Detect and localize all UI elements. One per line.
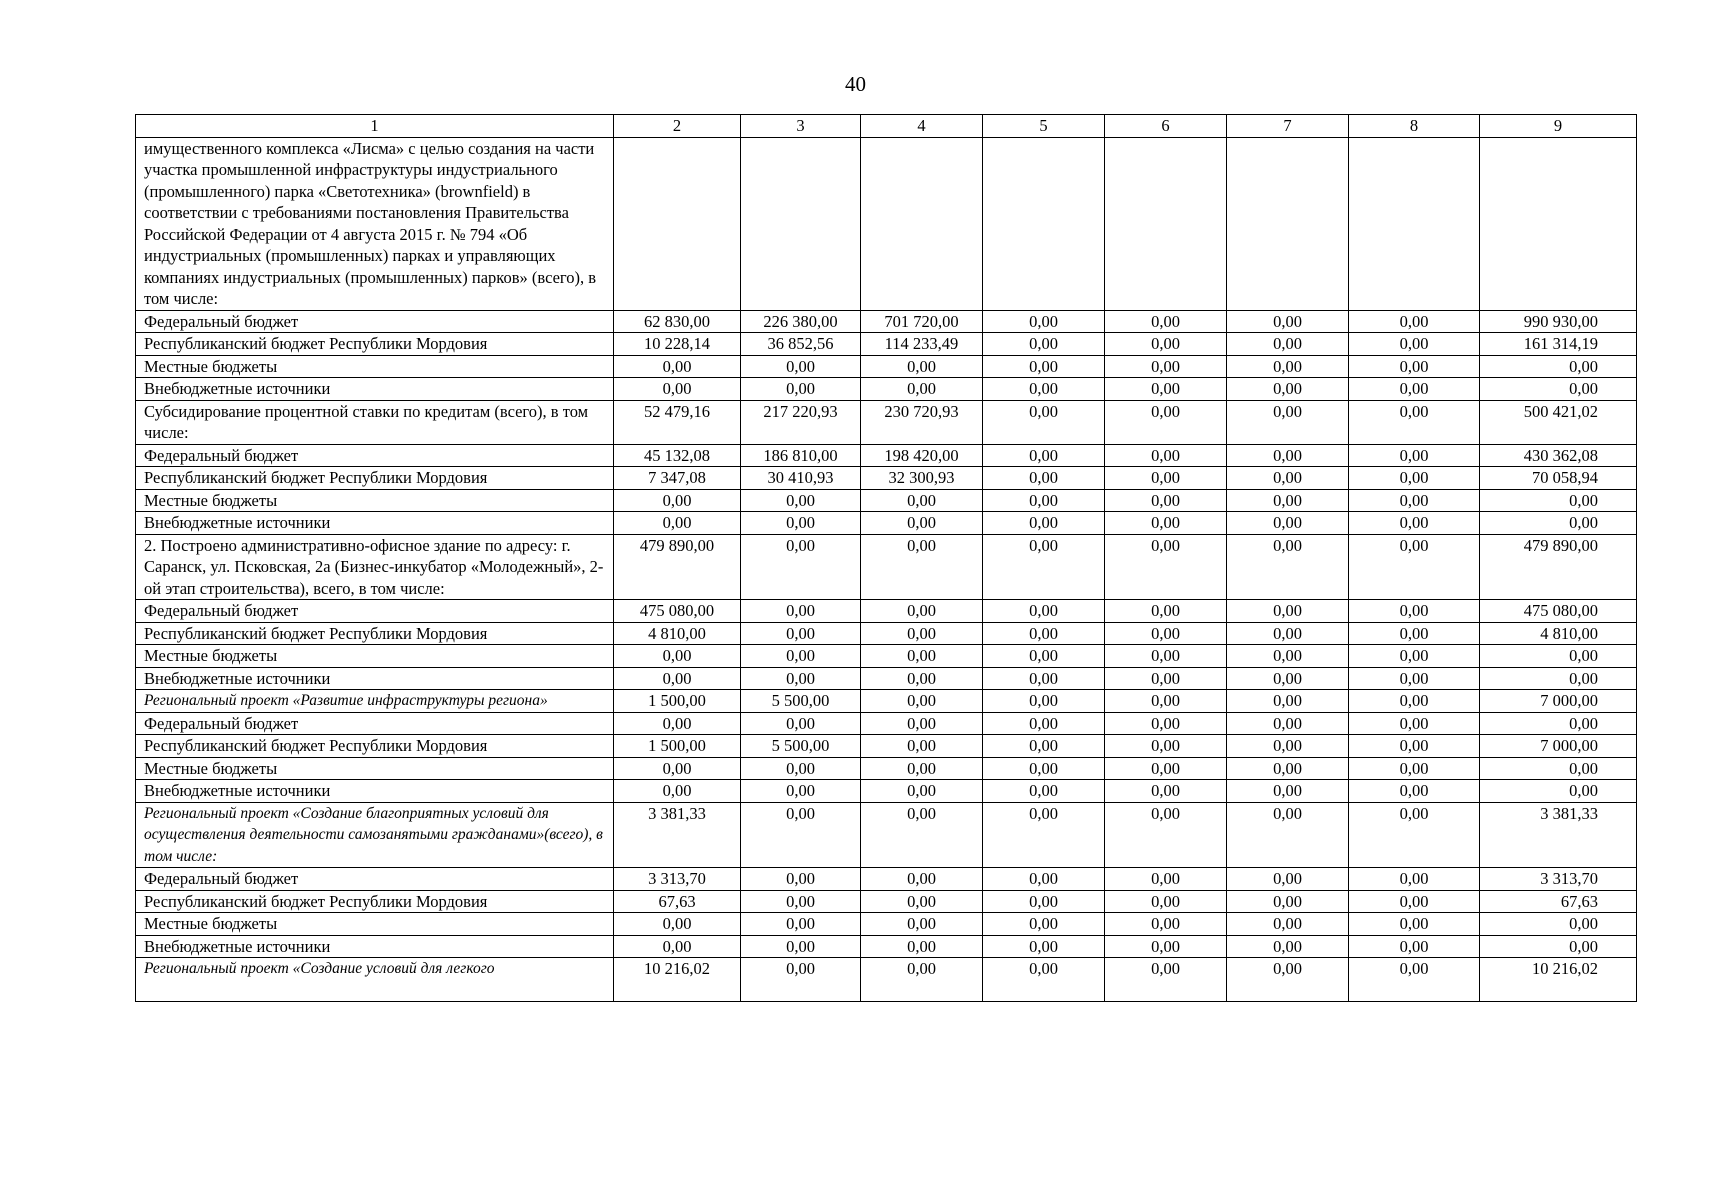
value-cell-col-8: 0,00 (1349, 512, 1480, 535)
value-cell-col-3: 0,00 (741, 489, 861, 512)
value-cell-col-9 (1480, 137, 1637, 310)
value-cell-col-6: 0,00 (1105, 667, 1227, 690)
value-cell-col-8: 0,00 (1349, 489, 1480, 512)
value-cell-col-2: 0,00 (614, 378, 741, 401)
value-cell-col-9: 10 216,02 (1480, 958, 1637, 1002)
value-cell-col-9: 0,00 (1480, 757, 1637, 780)
value-cell-col-3: 0,00 (741, 534, 861, 600)
value-cell-col-4: 0,00 (861, 690, 983, 713)
value-cell-col-8: 0,00 (1349, 780, 1480, 803)
value-cell-col-2: 1 500,00 (614, 690, 741, 713)
value-cell-col-5: 0,00 (983, 622, 1105, 645)
value-cell-col-3: 0,00 (741, 712, 861, 735)
value-cell-col-4: 0,00 (861, 935, 983, 958)
column-header: 2 (614, 115, 741, 138)
value-cell-col-8: 0,00 (1349, 333, 1480, 356)
row-label: Региональный проект «Создание благоприятных условий для осуществления деятельности самозанятыми гражданами»(всего), в том числе: (136, 802, 614, 868)
value-cell-col-4: 0,00 (861, 780, 983, 803)
value-cell-col-6: 0,00 (1105, 712, 1227, 735)
value-cell-col-5: 0,00 (983, 712, 1105, 735)
value-cell-col-9: 0,00 (1480, 667, 1637, 690)
value-cell-col-4: 0,00 (861, 913, 983, 936)
value-cell-col-3: 186 810,00 (741, 444, 861, 467)
value-cell-col-7: 0,00 (1227, 690, 1349, 713)
value-cell-col-5 (983, 137, 1105, 310)
value-cell-col-3: 36 852,56 (741, 333, 861, 356)
value-cell-col-2: 479 890,00 (614, 534, 741, 600)
value-cell-col-5: 0,00 (983, 333, 1105, 356)
value-cell-col-9: 3 313,70 (1480, 868, 1637, 891)
value-cell-col-4: 114 233,49 (861, 333, 983, 356)
value-cell-col-3: 0,00 (741, 622, 861, 645)
value-cell-col-4: 0,00 (861, 534, 983, 600)
value-cell-col-4: 0,00 (861, 958, 983, 1002)
table-row (136, 868, 1637, 891)
value-cell-col-6: 0,00 (1105, 600, 1227, 623)
row-label: Региональный проект «Развитие инфраструктуры региона» (136, 690, 614, 713)
value-cell-col-8: 0,00 (1349, 667, 1480, 690)
row-label: Республиканский бюджет Республики Мордовия (136, 890, 614, 913)
value-cell-col-5: 0,00 (983, 802, 1105, 868)
value-cell-col-5: 0,00 (983, 400, 1105, 444)
value-cell-col-8: 0,00 (1349, 600, 1480, 623)
value-cell-col-5: 0,00 (983, 444, 1105, 467)
value-cell-col-6: 0,00 (1105, 444, 1227, 467)
value-cell-col-6: 0,00 (1105, 534, 1227, 600)
value-cell-col-8: 0,00 (1349, 935, 1480, 958)
value-cell-col-5: 0,00 (983, 378, 1105, 401)
value-cell-col-2: 0,00 (614, 780, 741, 803)
value-cell-col-9: 430 362,08 (1480, 444, 1637, 467)
table-body (136, 137, 1637, 1002)
value-cell-col-7: 0,00 (1227, 333, 1349, 356)
value-cell-col-3: 0,00 (741, 802, 861, 868)
value-cell-col-3: 0,00 (741, 780, 861, 803)
value-cell-col-5: 0,00 (983, 935, 1105, 958)
value-cell-col-4: 0,00 (861, 645, 983, 668)
value-cell-col-8: 0,00 (1349, 310, 1480, 333)
value-cell-col-7: 0,00 (1227, 467, 1349, 490)
table-row (136, 712, 1637, 735)
value-cell-col-7 (1227, 137, 1349, 310)
value-cell-col-4: 230 720,93 (861, 400, 983, 444)
value-cell-col-8: 0,00 (1349, 712, 1480, 735)
row-label: Региональный проект «Создание условий для легкого (136, 958, 614, 1002)
value-cell-col-5: 0,00 (983, 489, 1105, 512)
value-cell-col-8: 0,00 (1349, 355, 1480, 378)
value-cell-col-3: 0,00 (741, 378, 861, 401)
value-cell-col-2: 67,63 (614, 890, 741, 913)
table-row (136, 378, 1637, 401)
value-cell-col-3: 0,00 (741, 935, 861, 958)
value-cell-col-7: 0,00 (1227, 489, 1349, 512)
value-cell-col-9: 0,00 (1480, 712, 1637, 735)
value-cell-col-6: 0,00 (1105, 690, 1227, 713)
value-cell-col-5: 0,00 (983, 913, 1105, 936)
row-label: Местные бюджеты (136, 489, 614, 512)
value-cell-col-2: 3 381,33 (614, 802, 741, 868)
value-cell-col-2: 475 080,00 (614, 600, 741, 623)
value-cell-col-2: 0,00 (614, 712, 741, 735)
value-cell-col-9: 67,63 (1480, 890, 1637, 913)
table-row (136, 757, 1637, 780)
row-label: Республиканский бюджет Республики Мордовия (136, 333, 614, 356)
value-cell-col-9: 475 080,00 (1480, 600, 1637, 623)
row-label: Местные бюджеты (136, 757, 614, 780)
value-cell-col-6: 0,00 (1105, 913, 1227, 936)
value-cell-col-6: 0,00 (1105, 645, 1227, 668)
value-cell-col-6: 0,00 (1105, 489, 1227, 512)
row-label: Субсидирование процентной ставки по кредитам (всего), в том числе: (136, 400, 614, 444)
value-cell-col-4: 0,00 (861, 712, 983, 735)
value-cell-col-9: 0,00 (1480, 489, 1637, 512)
row-label: Федеральный бюджет (136, 600, 614, 623)
row-label: имущественного комплекса «Лисма» с целью создания на части участка промышленной инфраструктуры индустриального (промышленного) парка «Светотехника» (brownfield) в соответствии с требованиями постановления Правительства Российской Федерации от 4 августа 2015 г. № 794 «Об индустриальных (промышленных) парках и управляющих компаниях индустриальных (промышленных) парков» (всего), в том числе: (136, 137, 614, 310)
value-cell-col-4: 198 420,00 (861, 444, 983, 467)
value-cell-col-6: 0,00 (1105, 868, 1227, 891)
value-cell-col-3: 217 220,93 (741, 400, 861, 444)
table-row (136, 890, 1637, 913)
value-cell-col-7: 0,00 (1227, 712, 1349, 735)
value-cell-col-3 (741, 137, 861, 310)
value-cell-col-8: 0,00 (1349, 444, 1480, 467)
value-cell-col-9: 3 381,33 (1480, 802, 1637, 868)
value-cell-col-2: 10 228,14 (614, 333, 741, 356)
table-row (136, 467, 1637, 490)
value-cell-col-5: 0,00 (983, 534, 1105, 600)
value-cell-col-9: 0,00 (1480, 935, 1637, 958)
table-row (136, 913, 1637, 936)
table-row (136, 444, 1637, 467)
value-cell-col-9: 0,00 (1480, 780, 1637, 803)
value-cell-col-2: 7 347,08 (614, 467, 741, 490)
column-header: 7 (1227, 115, 1349, 138)
value-cell-col-8: 0,00 (1349, 534, 1480, 600)
column-header: 8 (1349, 115, 1480, 138)
value-cell-col-6: 0,00 (1105, 890, 1227, 913)
table-row (136, 935, 1637, 958)
value-cell-col-9: 479 890,00 (1480, 534, 1637, 600)
value-cell-col-6: 0,00 (1105, 935, 1227, 958)
table-row (136, 802, 1637, 868)
value-cell-col-7: 0,00 (1227, 667, 1349, 690)
value-cell-col-6: 0,00 (1105, 735, 1227, 758)
value-cell-col-7: 0,00 (1227, 400, 1349, 444)
value-cell-col-8 (1349, 137, 1480, 310)
row-label: Федеральный бюджет (136, 868, 614, 891)
value-cell-col-9: 500 421,02 (1480, 400, 1637, 444)
column-header: 1 (136, 115, 614, 138)
value-cell-col-2: 0,00 (614, 757, 741, 780)
value-cell-col-3: 30 410,93 (741, 467, 861, 490)
value-cell-col-6: 0,00 (1105, 512, 1227, 535)
value-cell-col-5: 0,00 (983, 310, 1105, 333)
value-cell-col-6: 0,00 (1105, 355, 1227, 378)
value-cell-col-7: 0,00 (1227, 645, 1349, 668)
value-cell-col-7: 0,00 (1227, 802, 1349, 868)
value-cell-col-9: 0,00 (1480, 512, 1637, 535)
value-cell-col-4: 0,00 (861, 600, 983, 623)
value-cell-col-6: 0,00 (1105, 757, 1227, 780)
value-cell-col-6: 0,00 (1105, 780, 1227, 803)
value-cell-col-2: 1 500,00 (614, 735, 741, 758)
column-header: 3 (741, 115, 861, 138)
header-row (136, 115, 1637, 138)
value-cell-col-4: 0,00 (861, 489, 983, 512)
table-row (136, 355, 1637, 378)
row-label: Федеральный бюджет (136, 712, 614, 735)
column-header: 9 (1480, 115, 1637, 138)
value-cell-col-7: 0,00 (1227, 868, 1349, 891)
value-cell-col-2 (614, 137, 741, 310)
value-cell-col-6: 0,00 (1105, 400, 1227, 444)
budget-table (135, 114, 1637, 1002)
value-cell-col-5: 0,00 (983, 757, 1105, 780)
table-row (136, 489, 1637, 512)
value-cell-col-2: 45 132,08 (614, 444, 741, 467)
value-cell-col-9: 990 930,00 (1480, 310, 1637, 333)
value-cell-col-8: 0,00 (1349, 645, 1480, 668)
value-cell-col-2: 4 810,00 (614, 622, 741, 645)
value-cell-col-5: 0,00 (983, 600, 1105, 623)
value-cell-col-6: 0,00 (1105, 467, 1227, 490)
table-row (136, 400, 1637, 444)
value-cell-col-6: 0,00 (1105, 378, 1227, 401)
table-row (136, 137, 1637, 310)
table-row (136, 958, 1637, 1002)
value-cell-col-3: 0,00 (741, 667, 861, 690)
value-cell-col-6: 0,00 (1105, 333, 1227, 356)
value-cell-col-7: 0,00 (1227, 310, 1349, 333)
table-row (136, 690, 1637, 713)
value-cell-col-8: 0,00 (1349, 868, 1480, 891)
value-cell-col-4: 0,00 (861, 667, 983, 690)
row-label: Республиканский бюджет Республики Мордовия (136, 467, 614, 490)
value-cell-col-3: 0,00 (741, 757, 861, 780)
table-row (136, 333, 1637, 356)
value-cell-col-5: 0,00 (983, 355, 1105, 378)
row-label: 2. Построено административно-офисное здание по адресу: г. Саранск, ул. Псковская, 2а (Бизнес-инкубатор «Молодежный», 2-ой этап строительства), всего, в том числе: (136, 534, 614, 600)
value-cell-col-4: 701 720,00 (861, 310, 983, 333)
value-cell-col-2: 0,00 (614, 489, 741, 512)
value-cell-col-5: 0,00 (983, 690, 1105, 713)
value-cell-col-3: 226 380,00 (741, 310, 861, 333)
value-cell-col-4 (861, 137, 983, 310)
value-cell-col-3: 5 500,00 (741, 735, 861, 758)
value-cell-col-8: 0,00 (1349, 690, 1480, 713)
column-header: 4 (861, 115, 983, 138)
value-cell-col-2: 0,00 (614, 913, 741, 936)
value-cell-col-2: 10 216,02 (614, 958, 741, 1002)
value-cell-col-9: 0,00 (1480, 913, 1637, 936)
value-cell-col-3: 5 500,00 (741, 690, 861, 713)
value-cell-col-4: 32 300,93 (861, 467, 983, 490)
row-label: Республиканский бюджет Республики Мордовия (136, 735, 614, 758)
value-cell-col-4: 0,00 (861, 378, 983, 401)
row-label: Местные бюджеты (136, 355, 614, 378)
table-row (136, 310, 1637, 333)
row-label: Местные бюджеты (136, 913, 614, 936)
value-cell-col-2: 52 479,16 (614, 400, 741, 444)
table-row (136, 735, 1637, 758)
value-cell-col-9: 0,00 (1480, 378, 1637, 401)
value-cell-col-9: 0,00 (1480, 645, 1637, 668)
value-cell-col-5: 0,00 (983, 780, 1105, 803)
value-cell-col-7: 0,00 (1227, 622, 1349, 645)
value-cell-col-8: 0,00 (1349, 757, 1480, 780)
value-cell-col-3: 0,00 (741, 890, 861, 913)
value-cell-col-5: 0,00 (983, 467, 1105, 490)
value-cell-col-7: 0,00 (1227, 913, 1349, 936)
column-header: 6 (1105, 115, 1227, 138)
value-cell-col-5: 0,00 (983, 645, 1105, 668)
table-row (136, 600, 1637, 623)
value-cell-col-8: 0,00 (1349, 913, 1480, 936)
value-cell-col-6: 0,00 (1105, 622, 1227, 645)
value-cell-col-2: 0,00 (614, 935, 741, 958)
value-cell-col-8: 0,00 (1349, 400, 1480, 444)
value-cell-col-4: 0,00 (861, 802, 983, 868)
value-cell-col-6: 0,00 (1105, 310, 1227, 333)
value-cell-col-8: 0,00 (1349, 958, 1480, 1002)
value-cell-col-9: 70 058,94 (1480, 467, 1637, 490)
page-number: 40 (845, 72, 866, 96)
row-label: Федеральный бюджет (136, 310, 614, 333)
value-cell-col-9: 0,00 (1480, 355, 1637, 378)
value-cell-col-5: 0,00 (983, 667, 1105, 690)
value-cell-col-9: 7 000,00 (1480, 690, 1637, 713)
value-cell-col-7: 0,00 (1227, 935, 1349, 958)
row-label: Республиканский бюджет Республики Мордовия (136, 622, 614, 645)
value-cell-col-4: 0,00 (861, 512, 983, 535)
value-cell-col-7: 0,00 (1227, 757, 1349, 780)
value-cell-col-7: 0,00 (1227, 444, 1349, 467)
row-label: Внебюджетные источники (136, 667, 614, 690)
value-cell-col-8: 0,00 (1349, 802, 1480, 868)
value-cell-col-7: 0,00 (1227, 512, 1349, 535)
table-row (136, 667, 1637, 690)
value-cell-col-6: 0,00 (1105, 958, 1227, 1002)
value-cell-col-3: 0,00 (741, 958, 861, 1002)
value-cell-col-7: 0,00 (1227, 958, 1349, 1002)
column-header: 5 (983, 115, 1105, 138)
value-cell-col-4: 0,00 (861, 735, 983, 758)
value-cell-col-4: 0,00 (861, 868, 983, 891)
value-cell-col-7: 0,00 (1227, 780, 1349, 803)
row-label: Внебюджетные источники (136, 935, 614, 958)
row-label: Внебюджетные источники (136, 512, 614, 535)
value-cell-col-7: 0,00 (1227, 735, 1349, 758)
value-cell-col-8: 0,00 (1349, 735, 1480, 758)
value-cell-col-2: 0,00 (614, 645, 741, 668)
value-cell-col-7: 0,00 (1227, 600, 1349, 623)
value-cell-col-3: 0,00 (741, 600, 861, 623)
value-cell-col-7: 0,00 (1227, 534, 1349, 600)
value-cell-col-8: 0,00 (1349, 378, 1480, 401)
value-cell-col-9: 7 000,00 (1480, 735, 1637, 758)
value-cell-col-4: 0,00 (861, 622, 983, 645)
table-row (136, 780, 1637, 803)
table-row (136, 512, 1637, 535)
value-cell-col-8: 0,00 (1349, 890, 1480, 913)
value-cell-col-4: 0,00 (861, 355, 983, 378)
table-row (136, 645, 1637, 668)
value-cell-col-5: 0,00 (983, 890, 1105, 913)
value-cell-col-7: 0,00 (1227, 890, 1349, 913)
value-cell-col-8: 0,00 (1349, 467, 1480, 490)
value-cell-col-3: 0,00 (741, 645, 861, 668)
value-cell-col-7: 0,00 (1227, 378, 1349, 401)
table-row (136, 622, 1637, 645)
row-label: Внебюджетные источники (136, 780, 614, 803)
value-cell-col-5: 0,00 (983, 735, 1105, 758)
table-row (136, 534, 1637, 600)
value-cell-col-5: 0,00 (983, 958, 1105, 1002)
value-cell-col-4: 0,00 (861, 757, 983, 780)
value-cell-col-6 (1105, 137, 1227, 310)
value-cell-col-6: 0,00 (1105, 802, 1227, 868)
value-cell-col-4: 0,00 (861, 890, 983, 913)
value-cell-col-5: 0,00 (983, 868, 1105, 891)
row-label: Местные бюджеты (136, 645, 614, 668)
value-cell-col-2: 0,00 (614, 355, 741, 378)
value-cell-col-2: 62 830,00 (614, 310, 741, 333)
row-label: Внебюджетные источники (136, 378, 614, 401)
value-cell-col-2: 0,00 (614, 512, 741, 535)
value-cell-col-9: 161 314,19 (1480, 333, 1637, 356)
value-cell-col-2: 0,00 (614, 667, 741, 690)
value-cell-col-2: 3 313,70 (614, 868, 741, 891)
value-cell-col-3: 0,00 (741, 512, 861, 535)
value-cell-col-8: 0,00 (1349, 622, 1480, 645)
row-label: Федеральный бюджет (136, 444, 614, 467)
value-cell-col-3: 0,00 (741, 913, 861, 936)
value-cell-col-3: 0,00 (741, 355, 861, 378)
value-cell-col-3: 0,00 (741, 868, 861, 891)
value-cell-col-7: 0,00 (1227, 355, 1349, 378)
value-cell-col-5: 0,00 (983, 512, 1105, 535)
value-cell-col-9: 4 810,00 (1480, 622, 1637, 645)
